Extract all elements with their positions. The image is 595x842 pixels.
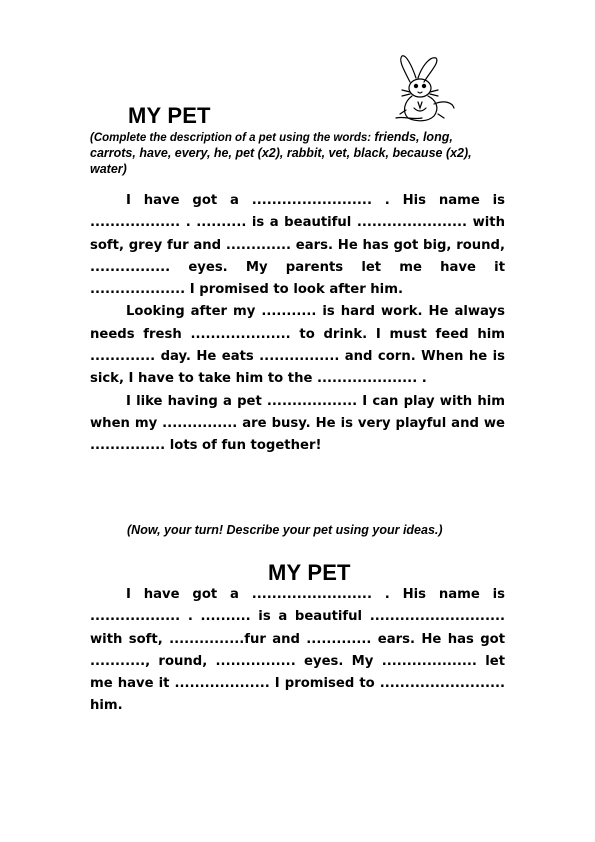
instructions-lead: (Complete the description of a pet using the words: [90,132,372,144]
second-title: MY PET [268,560,351,585]
exercise-paragraph: I have got a ........................ . His name is .................. . .......... is a beautiful ........................... with soft, ...............fur and ............. ears. He has got ..........., round, ................ eyes. My ................... let me have it ................... I promised to ......................... him. [90,587,505,714]
rabbit-drawing-icon [388,52,460,122]
exercise-note: (Now, your turn! Describe your pet using your ideas.) [127,523,443,537]
page-title: MY PET [128,103,211,128]
story-paragraph: I have got a ........................ . His name is .................. . .......... is a beautiful ...................... with soft, grey fur and ............. ears. He has got big, round, ................ eyes. My parents let me have it ................... I promised to look after him. [90,193,505,298]
story-paragraph: I like having a pet .................. I can play with him when my ............... are busy. He is very playful and we ............... lots of fun together! [90,393,505,454]
word-bank: friends, long, carrots, have, every, he, pet (x2), rabbit, vet, black, because (x2), water) [90,130,472,176]
instructions [90,130,500,178]
story-text [90,190,505,458]
story-paragraph: Looking after my ........... is hard work. He always needs fresh .................... to drink. I must feed him ............. day. He eats ................ and corn. When he is sick, I have to take him to the .................... . [90,304,505,387]
exercise-text [90,584,505,718]
